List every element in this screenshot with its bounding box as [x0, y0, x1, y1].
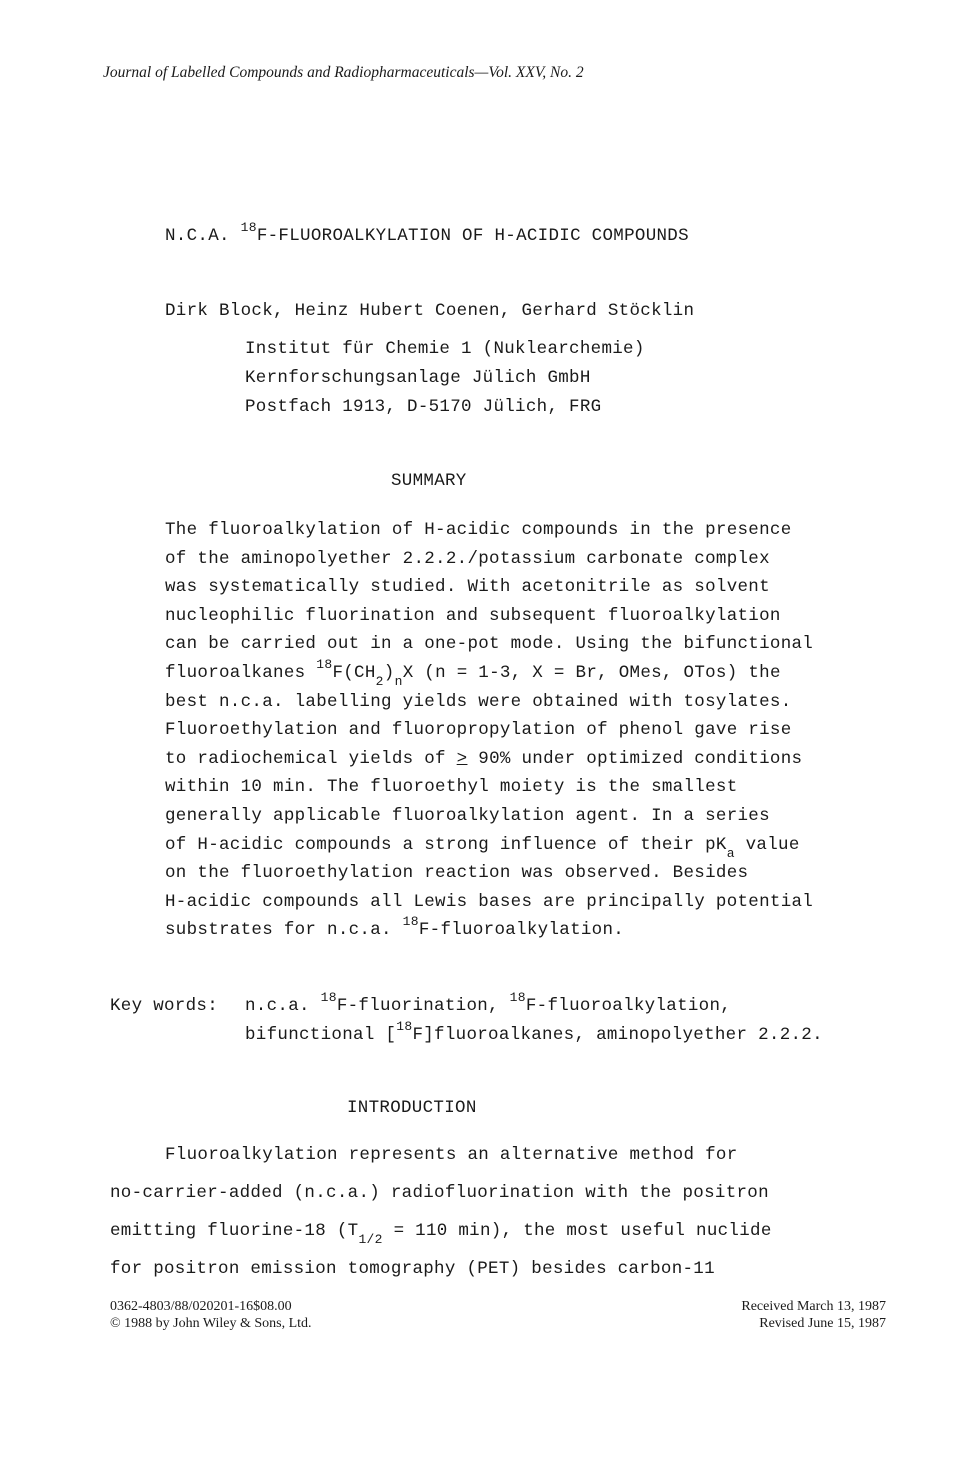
abstract-line: on the fluoroethylation reaction was observed. Besides — [165, 863, 749, 884]
received-date: Received March 13, 1987 — [741, 1299, 886, 1314]
keywords-label: Key words: — [110, 996, 219, 1016]
greater-equal-symbol: > — [456, 748, 468, 769]
footer-copyright: © 1988 by John Wiley & Sons, Ltd. — [110, 1316, 312, 1331]
abstract-line: Fluoroethylation and fluoropropylation of phenol gave rise — [165, 720, 792, 741]
text-run: n.c.a. — [245, 996, 321, 1016]
isotope-superscript: 18 — [320, 990, 337, 1005]
affiliation-line: Postfach 1913, D-5170 Jülich, FRG — [245, 397, 602, 417]
abstract — [165, 516, 813, 945]
text-run: of H-acidic compounds a strong influence of their pK — [165, 834, 727, 855]
revised-date: Revised June 15, 1987 — [759, 1316, 886, 1331]
introduction-line: no-carrier-added (n.c.a.) radiofluorination with the positron — [110, 1183, 769, 1203]
text-run: = 110 min), the most useful nuclide — [382, 1221, 772, 1241]
text-run: value — [734, 834, 800, 855]
paper-title — [165, 220, 689, 246]
title-isotope-superscript: 18 — [240, 220, 257, 235]
subscript: n — [394, 673, 403, 689]
keywords-line — [245, 1019, 823, 1045]
text-run: F-fluoroalkylation, — [525, 996, 732, 1016]
abstract-line: generally applicable fluoroalkylation agent. In a series — [165, 805, 770, 826]
introduction-line: Fluoroalkylation represents an alternative method for — [165, 1145, 738, 1165]
abstract-line: was systematically studied. With acetonitrile as solvent — [165, 577, 770, 598]
introduction-heading: INTRODUCTION — [347, 1098, 477, 1118]
abstract-line: nucleophilic fluorination and subsequent fluoroalkylation — [165, 605, 781, 626]
authors: Dirk Block, Heinz Hubert Coenen, Gerhard Stöcklin — [165, 301, 695, 321]
affiliation-line: Institut für Chemie 1 (Nuklearchemie) — [245, 339, 645, 359]
introduction-line — [110, 1221, 772, 1247]
text-run: F(CH — [332, 662, 376, 683]
abstract-line: H-acidic compounds all Lewis bases are principally potential — [165, 891, 814, 912]
abstract-line: best n.c.a. labelling yields were obtained with tosylates. — [165, 691, 792, 712]
text-run: emitting fluorine-18 (T — [110, 1221, 359, 1241]
text-run: fluoroalkanes — [165, 662, 317, 683]
text-run: F-fluoroalkylation. — [418, 920, 625, 941]
text-run: F-fluorination, — [336, 996, 510, 1016]
abstract-line: within 10 min. The fluoroethyl moiety is the smallest — [165, 777, 738, 798]
abstract-line: The fluoroalkylation of H-acidic compounds in the presence — [165, 520, 792, 540]
isotope-superscript: 18 — [316, 656, 333, 672]
footer-dates — [741, 1298, 886, 1332]
isotope-superscript: 18 — [509, 990, 526, 1005]
abstract-line: can be carried out in a one-pot mode. Using the bifunctional — [165, 634, 814, 655]
subscript: a — [726, 845, 735, 861]
footer-publication-info — [110, 1298, 312, 1332]
title-rest: F-FLUOROALKYLATION OF H-ACIDIC COMPOUNDS — [256, 226, 689, 246]
introduction-line: for positron emission tomography (PET) besides carbon-11 — [110, 1259, 715, 1279]
subscript: 1/2 — [358, 1232, 383, 1247]
footer-code: 0362-4803/88/020201-16$08.00 — [110, 1299, 292, 1314]
abstract-line — [165, 831, 813, 860]
text-run: X (n = 1-3, X = Br, OMes, OTos) the — [402, 662, 781, 683]
abstract-line — [165, 745, 813, 774]
abstract-line: of the aminopolyether 2.2.2./potassium carbonate complex — [165, 548, 770, 569]
text-run: F]fluoroalkanes, aminopolyether 2.2.2. — [412, 1025, 823, 1045]
subscript: 2 — [375, 673, 384, 689]
isotope-superscript: 18 — [402, 914, 419, 930]
abstract-line — [165, 656, 813, 689]
text-run: substrates for n.c.a. — [165, 920, 403, 941]
journal-header: Journal of Labelled Compounds and Radiopharmaceuticals—Vol. XXV, No. 2 — [103, 64, 584, 81]
abstract-line — [165, 916, 813, 945]
affiliation-line: Kernforschungsanlage Jülich GmbH — [245, 368, 591, 388]
isotope-superscript: 18 — [396, 1019, 413, 1034]
keywords-line — [245, 990, 732, 1016]
text-run: ) — [383, 662, 395, 683]
title-prefix: N.C.A. — [165, 226, 241, 246]
text-run: to radiochemical yields of — [165, 748, 457, 769]
text-run: 90% under optimized conditions — [467, 748, 803, 769]
summary-heading: SUMMARY — [391, 471, 467, 491]
text-run: bifunctional [ — [245, 1025, 397, 1045]
